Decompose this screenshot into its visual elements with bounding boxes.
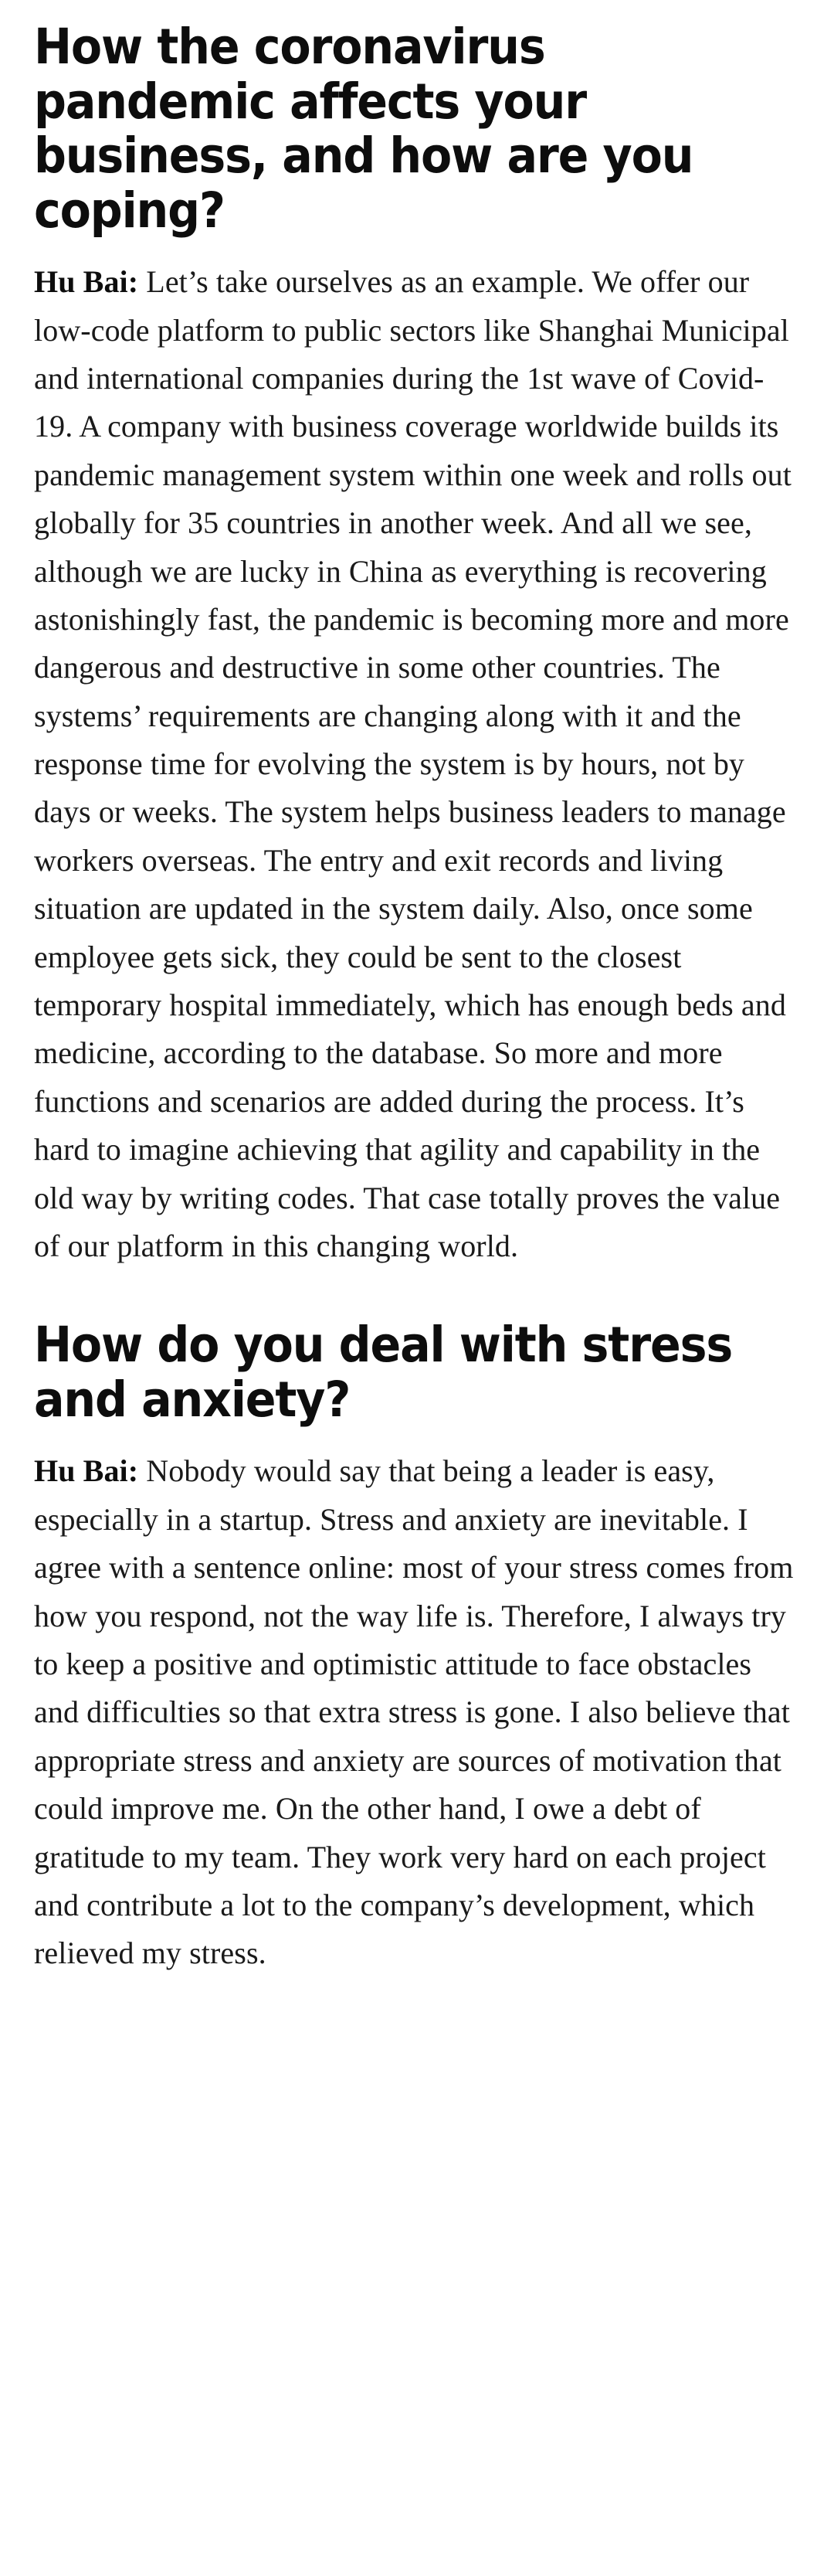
section-paragraph [34, 258, 800, 1270]
section-heading: How the coronavirus pandemic affects your business, and how are you coping? [34, 19, 693, 239]
section-heading: How do you deal with stress and anxiety? [34, 1317, 733, 1428]
speaker-label: Hu Bai: [34, 264, 139, 300]
speaker-label: Hu Bai: [34, 1453, 139, 1489]
answer-text: Let’s take ourselves as an example. We offer our low-code platform to public sectors like Shanghai Municipal and international companies during the 1st wave of Covid-19. A company with business coverage worldwide builds its pandemic management system within one week and rolls out globally for 35 countries in another week. And all we see, although we are lucky in China as everything is recovering astonishingly fast, the pandemic is becoming more and more dangerous and destructive in some other countries. The systems’ requirements are changing along with it and the response time for evolving the system is by hours, not by days or weeks. The system helps business leaders to manage workers overseas. The entry and exit records and living situation are updated in the system daily. Also, once some employee gets sick, they could be sent to the closest temporary hospital immediately, which has enough beds and medicine, according to the database. So more and more functions and scenarios are added during the process. It’s hard to imagine achieving that agility and capability in the old way by writing codes. That case totally proves the value of our platform in this changing world. [34, 264, 792, 1263]
answer-text: Nobody would say that being a leader is easy, especially in a startup. Stress and anxiety are inevitable. I agree with a sentence online: most of your stress comes from how you respond, not the way life is. Therefore, I always try to keep a positive and optimistic attitude to face obstacles and difficulties so that extra stress is gone. I also believe that appropriate stress and anxiety are sources of motivation that could improve me. On the other hand, I owe a debt of gratitude to my team. They work very hard on each project and contribute a lot to the company’s development, which relieved my stress. [34, 1453, 794, 1971]
qa-section-stress-anxiety [34, 1318, 800, 1977]
section-paragraph [34, 1447, 800, 1977]
qa-section-pandemic-business [34, 20, 800, 1270]
